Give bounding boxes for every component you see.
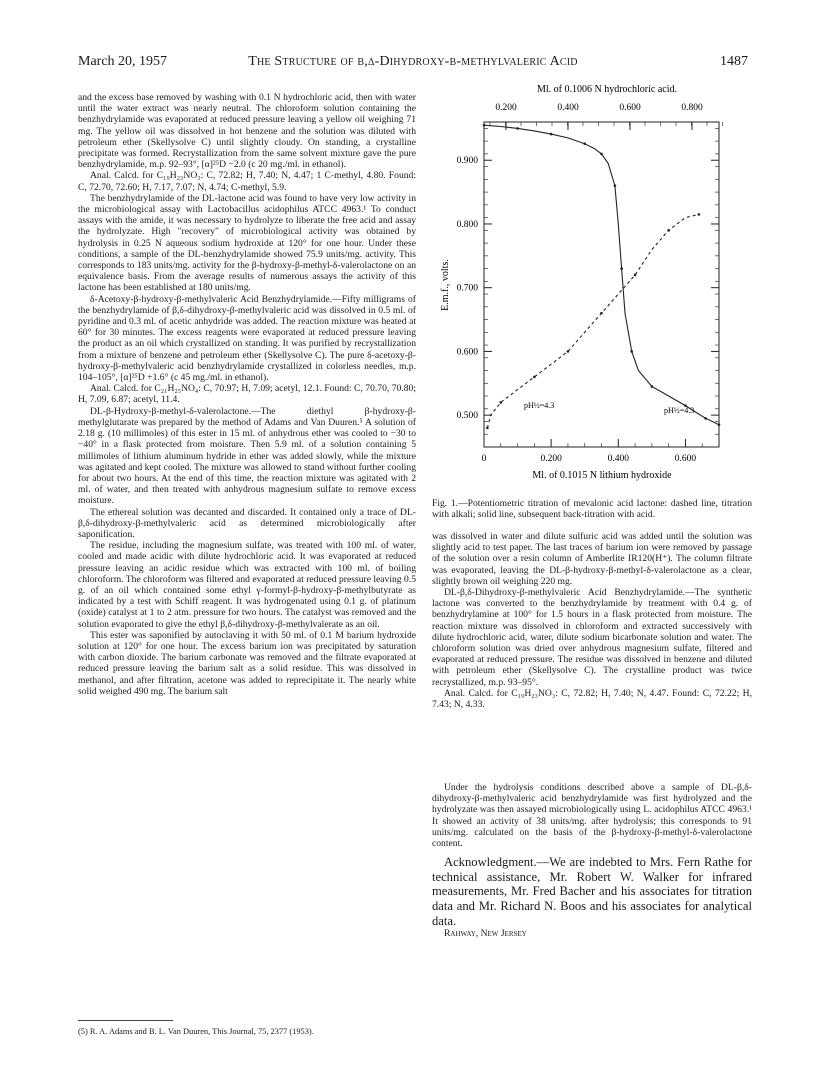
y-tick-label: 0.700 bbox=[456, 283, 478, 294]
data-point bbox=[533, 376, 536, 379]
paragraph: was dissolved in water and dilute sulfuric acid was added until the solution was slightly acid to test paper. The last traces of barium ion were removed by passage of the solution over a resin column of Amberlite IR120(H⁺). The column filtrate was evaporated, leaving the DL-β-hydroxy-β-methyl-δ-valerolactone as a clear, slightly brown oil weighing 220 mg. bbox=[432, 531, 752, 587]
paragraph: The residue, including the magnesium sulfate, was treated with 100 ml. of water, cooled and made acidic with dilute hydrochloric acid. It was evaporated at reduced pressure leaving an acidic residue which was extracted with 100 ml. of boiling chloroform. The chloroform was filtered and evaporated at reduced pressure leaving 0.5 g. of an oil which contained some ethyl γ-formyl-β-hydroxy-β-methylbutyrate as indicated by a test with Schiff reagent. It was hydrogenated using 0.1 g. of platinum (oxide) catalyst at 1 to 2 atm. pressure for two hours. The catalyst was removed and the solution evaporated to give the ethyl β,δ-dihydroxy-β-methylvalerate as an oil. bbox=[78, 540, 416, 630]
paragraph: Under the hydrolysis conditions described above a sample of DL-β,δ-dihydroxy-β-methylvaleric acid benzhydrylamide was first hydrolyzed and the hydrolyzate was then assayed microbiologically using L. acidophilus ATCC 4963.¹ It showed an activity of 38 units/mg. after hydrolysis; this corresponds to 91 units/mg. calculated on the basis of the β-hydroxy-β-methyl-δ-valerolactone content. bbox=[432, 782, 752, 850]
paragraph: δ-Acetoxy-β-hydroxy-β-methylvaleric Acid Benzhydrylamide.—Fifty milligrams of the benzhydrylamide of β,δ-dihydroxy-β-methylvaleric acid was dissolved in 0.5 ml. of pyridine and 0.3 ml. of acetic anhydride was added. The reaction mixture was heated at 60° for 30 minutes. The excess reagents were evaporated at reduced pressure leaving the product as an oil which crystallized on standing. It was purified by recrystallization from a mixture of benzene and petroleum ether (Skellysolve C). The pure δ-acetoxy-β-hydroxy-β-methylvaleric acid benzhydrylamide crystallized in colorless needles, m.p. 104–105°, [α]²⁵D +1.6° (c 45 mg./ml. in ethanol). bbox=[78, 293, 416, 384]
x-axis-label: Ml. of 0.1015 N lithium hydroxide bbox=[532, 470, 672, 481]
left-column bbox=[78, 92, 416, 697]
data-point bbox=[651, 385, 654, 388]
analysis-line: Anal. Calcd. for C₁₉H₂₃NO₃: C, 72.82; H, 7.40; N, 4.47. Found: C, 72.22; H, 7.43; N, 4.33. bbox=[432, 687, 752, 711]
footnote: (5) R. A. Adams and B. L. Van Duuren, This Journal, 75, 2377 (1953). bbox=[78, 1027, 314, 1036]
series-line-alkali bbox=[487, 214, 699, 428]
series-line-backtitration bbox=[484, 125, 719, 425]
top-tick-label: 0.800 bbox=[681, 103, 703, 113]
y-tick-label: 0.900 bbox=[456, 156, 478, 167]
top-tick-label: 0.200 bbox=[495, 103, 517, 113]
x-tick-label: 0.400 bbox=[607, 454, 629, 464]
data-point bbox=[483, 124, 486, 127]
annotation-ph-dashed: pH½=4.3 bbox=[524, 401, 555, 410]
figure-caption: Fig. 1.—Potentiometric titration of mevalonic acid lactone: dashed line, titration with alkali; solid line, subsequent back-titration with acid. bbox=[432, 498, 752, 521]
paragraph: This ester was saponified by autoclaving it with 50 ml. of 0.1 M barium hydroxide solution at 120° for one hour. The excess barium ion was precipitated by saturation with carbon dioxide. The barium carbonate was removed and the filtrate evaporated at reduced pressure leaving the barium salt as a solid residue. This was dissolved in methanol, and after filtration, acetone was added to reprecipitate it. The nearly white solid weighed 490 mg. The barium salt bbox=[78, 629, 416, 697]
top-axis-label: Ml. of 0.1006 N hydrochloric acid. bbox=[537, 84, 677, 95]
y-axis-label: E.m.f., volts. bbox=[440, 259, 451, 311]
right-column-lower bbox=[432, 782, 752, 939]
paragraph: The benzhydrylamide of the DL-lactone acid was found to have very low activity in the microbiological assay with Lactobacillus acidophilus ATCC 4963.¹ To conduct assays with the amide, it was necessary to hydrolyze to liberate the free acid and assay the hydrolyzate. High "recovery" of microbiological activity was obtained by hydrolysis in 0.25 N aqueous sodium hydroxide at 120° for one hour. Under these conditions, a sample of the DL-benzhydrylamide showed 75.9 units/mg. activity. This corresponds to 183 units/mg. activity for the β-hydroxy-β-methyl-δ-valerolactone on an equivalence basis. From the average results of numerous assays the activity of this lactone has been established at 180 units/mg. bbox=[78, 192, 416, 294]
page-header bbox=[78, 54, 748, 74]
analysis-line: Anal. Calcd. for C₂₁H₂₅NO₄: C, 70.97; H, 7.09; acetyl, 12.1. Found: C, 70.70, 70.80; H, 7.09, 6.87; acetyl, 11.4. bbox=[78, 383, 416, 406]
data-point bbox=[486, 427, 489, 430]
header-date: March 20, 1957 bbox=[78, 54, 168, 69]
page-number: 1487 bbox=[720, 54, 748, 69]
y-tick-label: 0.800 bbox=[456, 219, 478, 230]
x-tick-label: 0 bbox=[481, 454, 487, 464]
x-tick-label: 0.200 bbox=[540, 454, 562, 464]
data-point bbox=[634, 274, 637, 277]
data-point bbox=[550, 133, 553, 136]
data-point bbox=[567, 350, 570, 353]
data-point bbox=[667, 229, 670, 232]
annotation-ph-solid: pH½=4.3 bbox=[664, 406, 695, 415]
footnote-rule bbox=[78, 1020, 173, 1021]
titration-chart bbox=[432, 80, 752, 500]
data-point bbox=[600, 312, 603, 315]
data-point bbox=[600, 153, 603, 156]
data-point bbox=[698, 213, 701, 216]
data-point bbox=[718, 423, 721, 426]
location: Rahway, New Jersey bbox=[444, 928, 527, 940]
data-point bbox=[516, 127, 519, 130]
paragraph: and the excess base removed by washing with 0.1 N hydrochloric acid, then with water until the water extract was nearly neutral. The chloroform solution containing the benzhydrylamide was evaporated at reduced pressure leaving a yellow oil weighing 71 mg. The yellow oil was dissolved in hot benzene and the solution was diluted with petroleum ether (Skellysolve C) until slightly cloudy. On standing, a crystalline precipitate was formed. Recrystallization from the same solvent mixture gave the pure benzhydrylamide, m.p. 92–93°, [α]²⁵D −2.0 (c 20 mg./ml. in ethanol). bbox=[78, 92, 416, 171]
paragraph: The ethereal solution was decanted and discarded. It contained only a trace of DL-β,δ-dihydroxy-β-methylvaleric acid as determined microbiologically after saponification. bbox=[78, 506, 416, 540]
right-column-upper bbox=[432, 531, 752, 710]
acknowledgment: Acknowledgment.—We are indebted to Mrs. Fern Rathe for technical assistance, Mr. Robert W. Walker for infrared measurements, Mr. Fred Bacher and his associates for titration data and Mr. Richard N. Boos and his associates for analytical data. bbox=[432, 855, 752, 928]
y-tick-label: 0.600 bbox=[456, 347, 478, 358]
y-tick-label: 0.500 bbox=[456, 411, 478, 422]
analysis-line: Anal. Calcd. for C₁₉H₂₃NO₃: C, 72.82; H, 7.40; N, 4.47; 1 C-methyl, 4.80. Found: C, 72.70, 72.60; H, 7.17, 7.07; N, 4.74; C-methyl, 5.9. bbox=[78, 170, 416, 193]
paragraph: DL-β,δ-Dihydroxy-β-methylvaleric Acid Benzhydrylamide.—The synthetic lactone was converted to the benzhydrylamide by treatment with 0.4 g. of benzhydrylamine at 100° for 1.5 hours in a flask protected from moisture. The reaction mixture was dissolved in chloroform and extracted successively with dilute hydrochloric acid, water, dilute sodium bicarbonate solution and water. The chloroform solution was dried over anhydrous magnesium sulfate, filtered and evaporated at reduced pressure. The residue was dissolved in benzene and diluted with petroleum ether (Skellysolve C). The crystalline product was twice recrystallized, m.p. 93–95°. bbox=[432, 587, 752, 688]
data-point bbox=[630, 350, 633, 353]
paragraph: DL-β-Hydroxy-β-methyl-δ-valerolactone.—The diethyl β-hydroxy-β-methylglutarate was prepared by the method of Adams and Van Duuren.⁵ A solution of 2.18 g. (10 millimoles) of this ester in 15 ml. of anhydrous ether was cooled to −30 to −40° in a flask protected from moisture. Then 5.9 ml. of a solution containing 5 millimoles of lithium aluminum hydride in ether was added slowly, while the mixture was agitated and kept cooled. The mixture was allowed to stand without further cooling for about two hours. At the end of this time, the reaction mixture was agitated with 2 ml. of water, and then treated with anhydrous magnesium sulfate to remove excess moisture. bbox=[78, 405, 416, 507]
x-tick-label: 0.600 bbox=[674, 454, 697, 464]
data-point bbox=[614, 184, 617, 187]
top-tick-label: 0.400 bbox=[557, 103, 579, 113]
data-point bbox=[620, 267, 623, 270]
data-point bbox=[499, 401, 502, 404]
data-point bbox=[583, 142, 586, 145]
data-point bbox=[704, 417, 707, 420]
top-tick-label: 0.600 bbox=[619, 103, 641, 113]
plot-frame bbox=[484, 122, 719, 447]
header-title: The Structure of β,δ-Dihydroxy-β-methylvaleric Acid bbox=[248, 54, 578, 69]
